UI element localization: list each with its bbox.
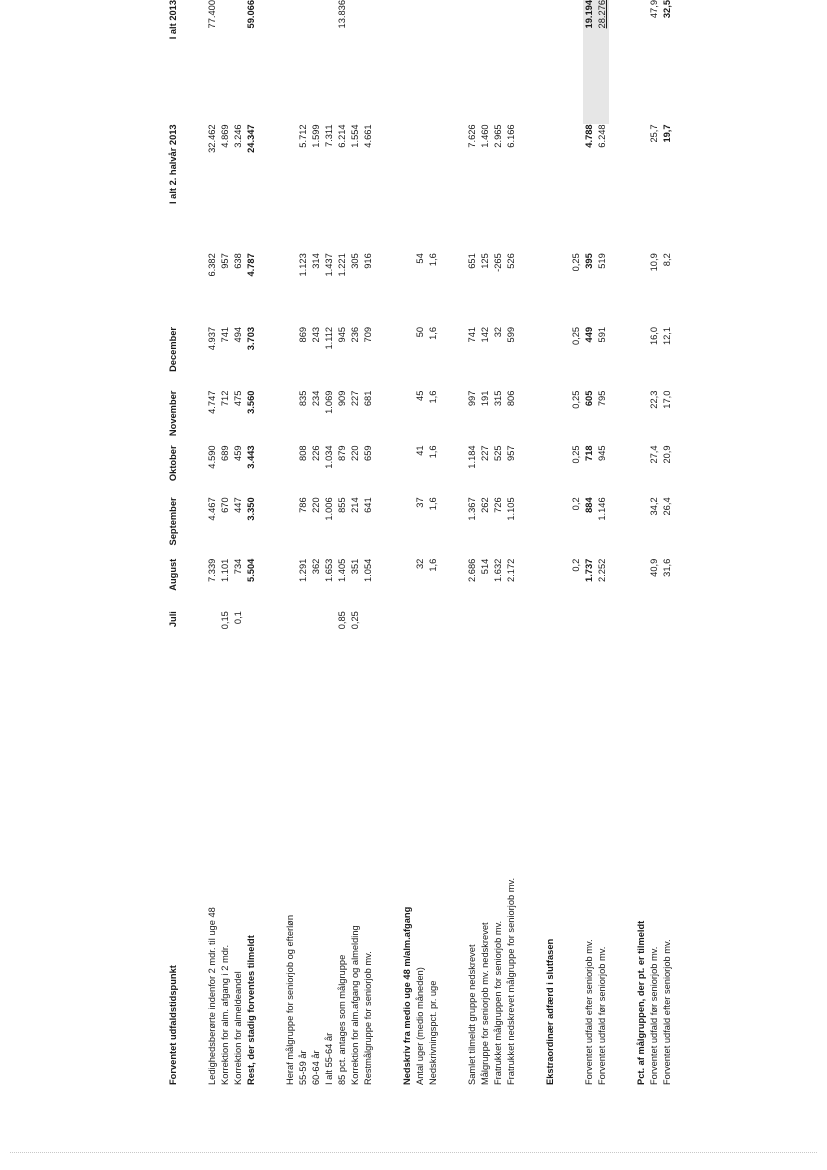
cell-dec: 449 (584, 326, 594, 343)
cell-h2: 638 (233, 253, 243, 269)
cell-sep: 786 (298, 497, 308, 513)
row-label: Korrektion for almeldeandel (233, 971, 243, 1085)
cell-juli (596, 611, 609, 644)
cell-total_h2 (427, 124, 440, 253)
cell-sep: 884 (584, 497, 594, 513)
cell-dec: 869 (298, 326, 308, 343)
cell-total_year (219, 0, 232, 124)
row-label: I alt 55-64 år (324, 1032, 334, 1085)
cell-okt: 689 (220, 445, 230, 461)
cell-aug: 351 (350, 558, 360, 575)
cell-dec: 3.703 (246, 326, 256, 351)
cell-okt: 220 (350, 445, 360, 461)
row-label: Ledighedsberørte indenfor 2 mdr. til uge 48 (207, 907, 217, 1085)
cell-total_year (401, 0, 414, 124)
cell-nov: 0,25 (571, 390, 581, 409)
cell-total_h2: 1.460 (480, 124, 490, 148)
cell-dec: 50 (415, 326, 425, 338)
cell-dec: 32 (493, 326, 503, 338)
cell-aug: 32 (415, 558, 425, 570)
cell-okt: 1.184 (467, 445, 477, 469)
cell-aug (635, 559, 648, 611)
cell-total_h2 (401, 124, 414, 253)
cell-total_year: 47,9 (649, 0, 659, 19)
table-row (661, 0, 674, 1085)
cell-total_h2: 32.462 (207, 124, 217, 153)
spacer-row (557, 0, 570, 1085)
cell-h2: 305 (350, 253, 360, 269)
cell-juli (570, 611, 583, 644)
table-row (583, 0, 596, 1085)
table-row (284, 0, 297, 1085)
cell-h2: -265 (493, 253, 503, 272)
row-label: Restmålgruppe for seniorjob mv. (363, 951, 373, 1085)
row-label: 55-59 år (298, 1050, 308, 1085)
table-row (466, 0, 479, 1085)
cell-okt: 945 (597, 445, 607, 461)
cell-h2: 916 (363, 253, 373, 269)
cell-total_h2: 19,7 (662, 124, 672, 143)
cell-juli: 0,15 (220, 611, 230, 630)
cell-okt: 1,6 (428, 445, 438, 459)
table-row (362, 0, 375, 1085)
cell-h2: 4.787 (246, 253, 256, 277)
table-row (570, 0, 583, 1085)
cell-okt: 879 (337, 445, 347, 461)
cell-nov (544, 391, 557, 446)
cell-aug: 1.054 (363, 558, 373, 582)
cell-total_year (544, 0, 557, 124)
cell-nov: 315 (493, 390, 503, 407)
cell-h2: 651 (467, 253, 477, 269)
cell-nov: 22,3 (649, 390, 659, 409)
cell-juli: 0,85 (337, 611, 347, 630)
cell-juli (414, 611, 427, 644)
cell-h2 (284, 253, 297, 327)
cell-sep: 1,6 (428, 497, 438, 511)
cell-sep: 855 (337, 497, 347, 513)
cell-okt: 41 (415, 445, 425, 456)
cell-sep: 447 (233, 497, 243, 513)
cell-sep (544, 497, 557, 558)
cell-aug: 7.339 (207, 558, 217, 582)
cell-juli (401, 611, 414, 644)
table-row (505, 0, 518, 1085)
cell-juli (323, 611, 336, 644)
cell-h2: 6.382 (207, 253, 217, 277)
cell-nov: 17,0 (662, 390, 672, 409)
cell-aug: 40,9 (649, 558, 659, 577)
row-label: 85 pct. antages som målgruppe (337, 954, 347, 1085)
cell-juli (427, 611, 440, 644)
cell-okt: 1.034 (324, 445, 334, 469)
cell-okt (544, 445, 557, 497)
cell-h2: 395 (584, 253, 594, 269)
cell-total_h2: 4.869 (220, 124, 230, 148)
row-label: Antal uger (medio måneden) (415, 967, 425, 1085)
cell-juli: 0,25 (350, 611, 360, 630)
cell-juli (206, 611, 219, 644)
row-label: Nedskriv fra medio uge 48 m/alm.afgang (402, 906, 412, 1085)
header-month: I alt 2. halvår 2013 (168, 124, 178, 205)
cell-sep: 641 (363, 497, 373, 513)
cell-juli (544, 611, 557, 644)
cell-nov (401, 391, 414, 446)
cell-juli (245, 611, 258, 644)
cell-okt: 27,4 (649, 445, 659, 464)
cell-aug: 1.737 (584, 558, 594, 582)
cell-h2: 125 (480, 253, 490, 269)
row-label (570, 644, 583, 1085)
row-label: Korrektion for alm.afgang og almelding (350, 925, 360, 1085)
cell-aug: 362 (311, 558, 321, 575)
cell-total_h2: 7.626 (467, 124, 477, 148)
cell-h2: 957 (220, 253, 230, 269)
cell-nov: 45 (415, 390, 425, 401)
spacer-row (609, 0, 635, 1085)
cell-okt (635, 445, 648, 497)
header-month: August (168, 558, 178, 591)
cell-okt: 459 (233, 445, 243, 461)
cell-okt: 3.443 (246, 445, 256, 469)
cell-okt: 0,25 (571, 445, 581, 464)
row-label: Fratrukket målgruppen for seniorjob mv. (493, 920, 503, 1085)
row-label: Målgruppe for seniorjob mv. nedskrevet (480, 922, 490, 1085)
cell-juli (362, 611, 375, 644)
cell-total_year (362, 0, 375, 124)
cell-dec: 709 (363, 326, 373, 343)
cell-sep: 1.146 (597, 497, 607, 521)
cell-juli (466, 611, 479, 644)
cell-total_year (635, 0, 648, 124)
cell-nov: 806 (506, 390, 516, 407)
table-row (648, 0, 661, 1085)
header-spacer (166, 253, 180, 327)
cell-sep: 26,4 (662, 497, 672, 516)
spacer-row (180, 0, 206, 1085)
row-label: Korrektion for alm. afgang i 2 mdr. (220, 944, 230, 1085)
header-month: September (168, 497, 178, 546)
cell-aug: 1,6 (428, 558, 438, 572)
cell-juli (648, 611, 661, 644)
cell-total_year (479, 0, 492, 124)
cell-nov: 795 (597, 390, 607, 407)
cell-nov: 681 (363, 390, 373, 407)
cell-total_year (310, 0, 323, 124)
cell-aug: 1.653 (324, 558, 334, 582)
cell-aug: 514 (480, 558, 490, 575)
cell-nov: 4.747 (207, 390, 217, 414)
cell-nov: 997 (467, 390, 477, 407)
cell-total_year: 28.276 (596, 0, 609, 124)
cell-juli (310, 611, 323, 644)
spacer-row (518, 0, 544, 1085)
cell-total_year (570, 0, 583, 124)
cell-okt: 957 (506, 445, 516, 461)
cell-total_h2: 6.166 (506, 124, 516, 148)
cell-h2: 1.123 (298, 253, 308, 277)
cell-dec: 4.937 (207, 326, 217, 351)
row-label: Samlet tilmeldt gruppe nedskrevet (467, 944, 477, 1085)
cell-total_year: 77.400 (207, 0, 217, 29)
table-row (232, 0, 245, 1085)
cell-h2: 1,6 (428, 253, 438, 267)
cell-nov: 475 (233, 390, 243, 407)
cell-h2: 54 (415, 253, 425, 264)
cell-okt: 227 (480, 445, 490, 461)
cell-dec: 16,0 (649, 326, 659, 346)
table-row (479, 0, 492, 1085)
cell-dec: 236 (350, 326, 360, 343)
table-row (297, 0, 310, 1085)
cell-aug (544, 559, 557, 611)
header-month: Juli (168, 611, 178, 628)
cell-dec: 741 (220, 326, 230, 343)
cell-total_h2 (284, 124, 297, 253)
cell-juli (661, 611, 674, 644)
cell-sep: 37 (415, 497, 425, 508)
cell-h2 (544, 253, 557, 327)
cell-dec: 741 (467, 326, 477, 343)
cell-sep (635, 497, 648, 558)
cell-juli (505, 611, 518, 644)
row-label: 60-64 år (311, 1050, 321, 1085)
header-month: Oktober (168, 445, 178, 482)
cell-h2: 526 (506, 253, 516, 269)
cell-dec: 0,25 (571, 326, 581, 346)
cell-okt (401, 445, 414, 497)
cell-total_h2 (570, 124, 583, 253)
cell-aug: 0,2 (571, 558, 581, 572)
row-label: Rest, der stadig forventes tilmeldt (246, 935, 256, 1085)
table-row (206, 0, 219, 1085)
table-row (635, 0, 648, 1085)
forecast-table (166, 0, 674, 1085)
cell-h2: 519 (597, 253, 607, 269)
header-row (166, 0, 180, 1085)
cell-sep: 0,2 (571, 497, 581, 511)
cell-juli: 0,1 (233, 611, 243, 625)
cell-nov: 3.560 (246, 390, 256, 414)
cell-sep: 1.367 (467, 497, 477, 521)
cell-dec (401, 327, 414, 391)
cell-okt: 718 (584, 445, 594, 461)
cell-nov: 835 (298, 390, 308, 407)
cell-sep: 262 (480, 497, 490, 513)
cell-dec: 243 (311, 326, 321, 343)
cell-nov: 191 (480, 390, 490, 407)
cell-total_h2: 6.248 (597, 124, 607, 148)
cell-sep: 214 (350, 497, 360, 513)
cell-total_year (427, 0, 440, 124)
cell-nov (635, 391, 648, 446)
table-row (245, 0, 258, 1085)
cell-total_h2: 25,7 (649, 124, 659, 143)
cell-dec: 591 (597, 326, 607, 343)
table-row (492, 0, 505, 1085)
cell-juli (583, 611, 596, 644)
cell-sep: 220 (311, 497, 321, 513)
cell-nov: 605 (584, 390, 594, 407)
row-label: Heraf målgruppe for seniorjob og efterløn (285, 914, 295, 1085)
cell-sep: 726 (493, 497, 503, 513)
cell-total_h2: 4.788 (584, 124, 594, 148)
cell-aug: 1.101 (220, 558, 230, 582)
cell-h2: 0,25 (571, 253, 581, 272)
cell-total_year (232, 0, 245, 124)
table-row (427, 0, 440, 1085)
cell-total_h2: 3.246 (233, 124, 243, 148)
cell-juli (479, 611, 492, 644)
spacer-row (258, 0, 284, 1085)
cell-h2: 10,9 (649, 253, 659, 272)
cell-okt: 226 (311, 445, 321, 461)
table-row (414, 0, 427, 1085)
cell-nov: 227 (350, 390, 360, 407)
row-label: Nedskrivningspct. pr. uge (428, 980, 438, 1085)
header-month: November (168, 390, 178, 437)
spacer-row (375, 0, 401, 1085)
cell-sep: 34,2 (649, 497, 659, 516)
cell-okt: 808 (298, 445, 308, 461)
cell-total_year (349, 0, 362, 124)
row-label: Forventet udfald før seniorjob mv. (649, 946, 659, 1085)
cell-total_year (323, 0, 336, 124)
cell-aug: 1.405 (337, 558, 347, 582)
header-label: Forventet udfaldstidspunkt (168, 965, 178, 1085)
cell-h2 (635, 253, 648, 327)
cell-aug: 1.291 (298, 558, 308, 582)
cell-okt: 659 (363, 445, 373, 461)
table-row (401, 0, 414, 1085)
cell-aug: 31,6 (662, 558, 672, 577)
cell-sep: 1.006 (324, 497, 334, 521)
cell-h2: 314 (311, 253, 321, 269)
cell-total_year (466, 0, 479, 124)
row-label: Ekstraordinær adfærd i slutfasen (545, 938, 555, 1085)
cell-dec (284, 327, 297, 391)
cell-okt: 4.590 (207, 445, 217, 469)
cell-total_h2: 5.712 (298, 124, 308, 148)
cell-aug: 5.504 (246, 558, 256, 582)
cell-total_year (492, 0, 505, 124)
cell-sep (401, 497, 414, 558)
cell-total_h2 (635, 124, 648, 253)
cell-total_year: 32,5 (662, 0, 672, 19)
cell-nov: 712 (220, 390, 230, 407)
row-label: Fratrukket nedskrevet målgruppe for seniorjob mv. (506, 877, 516, 1085)
cell-aug: 734 (233, 558, 243, 575)
cell-total_h2: 2.965 (493, 124, 503, 148)
table-row (596, 0, 609, 1085)
cell-total_year: 59.066 (246, 0, 256, 29)
table-row (349, 0, 362, 1085)
cell-nov: 1.069 (324, 390, 334, 414)
cell-total_h2: 24.347 (246, 124, 256, 153)
cell-dec: 1,6 (428, 326, 438, 340)
cell-nov: 234 (311, 390, 321, 407)
cell-dec: 142 (480, 326, 490, 343)
cell-total_year (414, 0, 427, 124)
cell-total_h2 (544, 124, 557, 253)
cell-nov: 1,6 (428, 390, 438, 404)
cell-sep: 4.467 (207, 497, 217, 521)
cell-aug: 2.172 (506, 558, 516, 582)
cell-h2: 1.437 (324, 253, 334, 277)
cell-dec: 945 (337, 326, 347, 343)
cell-total_h2: 1.554 (350, 124, 360, 148)
cell-total_year (284, 0, 297, 124)
cell-okt: 525 (493, 445, 503, 461)
cell-aug (284, 559, 297, 611)
cell-nov: 909 (337, 390, 347, 407)
cell-total_year: 19.194 (583, 0, 596, 124)
table-row (544, 0, 557, 1085)
cell-dec: 1.112 (324, 326, 334, 350)
cell-total_h2: 6.214 (337, 124, 347, 148)
cell-h2 (401, 253, 414, 327)
cell-total_h2 (414, 124, 427, 253)
table-row (336, 0, 349, 1085)
cell-juli (284, 611, 297, 644)
cell-dec: 12,1 (662, 326, 672, 346)
cell-total_year (505, 0, 518, 124)
cell-dec: 494 (233, 326, 243, 343)
cell-aug: 2.686 (467, 558, 477, 582)
cell-aug: 1.632 (493, 558, 503, 582)
cell-sep (284, 497, 297, 558)
row-label: Pct. af målgruppen, der pt. er tilmeldt (636, 920, 646, 1085)
cell-total_h2: 7.311 (324, 124, 334, 147)
cell-aug: 2.252 (597, 558, 607, 582)
cell-dec (635, 327, 648, 391)
cell-juli (297, 611, 310, 644)
row-label: Forventet udfald efter seniorjob mv. (584, 939, 594, 1085)
cell-okt (284, 445, 297, 497)
cell-total_year (297, 0, 310, 124)
cell-juli (635, 611, 648, 644)
spacer-row (440, 0, 466, 1085)
cell-aug (401, 559, 414, 611)
cell-nov (284, 391, 297, 446)
cell-h2: 8,2 (662, 253, 672, 267)
cell-juli (492, 611, 505, 644)
cell-sep: 3.350 (246, 497, 256, 521)
cell-total_year: 13.836 (337, 0, 347, 29)
scan-edge-line (10, 1152, 817, 1153)
table-row (323, 0, 336, 1085)
cell-okt: 20,9 (662, 445, 672, 464)
cell-sep: 670 (220, 497, 230, 513)
header-month: December (168, 326, 178, 372)
cell-total_h2: 4.661 (363, 124, 373, 148)
cell-dec: 599 (506, 326, 516, 343)
cell-sep: 1.105 (506, 497, 516, 521)
cell-total_h2: 1.599 (311, 124, 321, 148)
cell-h2: 1.221 (337, 253, 347, 277)
row-label: Forventet udfald før seniorjob mv. (597, 946, 607, 1085)
row-label: Forventet udfald efter seniorjob mv. (662, 939, 672, 1085)
table-row (219, 0, 232, 1085)
cell-dec (544, 327, 557, 391)
header-spacer: I alt 2013 (168, 0, 178, 40)
table-row (310, 0, 323, 1085)
